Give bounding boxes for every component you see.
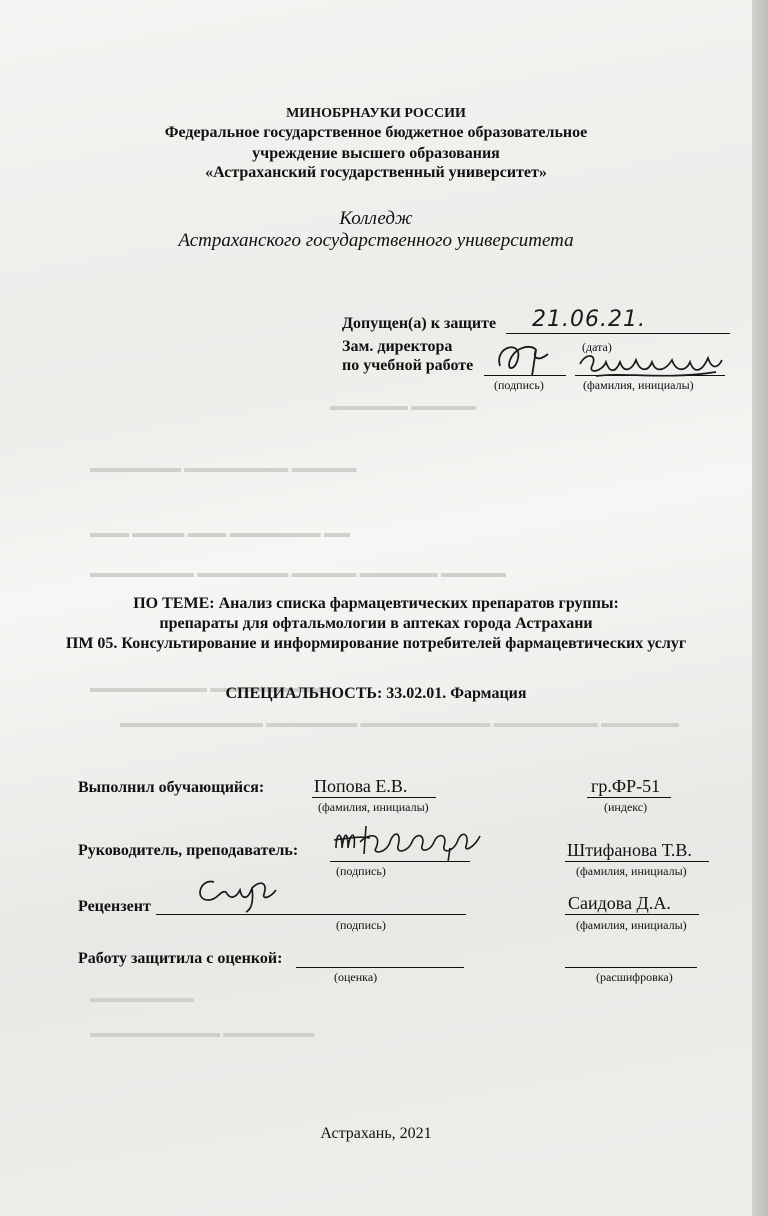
reviewer-signature — [190, 870, 280, 914]
deputy-signature — [492, 336, 562, 380]
deputy-label-2: по учебной работе — [342, 357, 474, 374]
student-name: Попова Е.В. — [314, 776, 408, 796]
deputy-label: Зам. директора — [342, 338, 453, 355]
college-affiliation: Астраханского государственного университета — [178, 230, 574, 251]
reviewer-name-caption: (фамилия, инициалы) — [576, 918, 687, 932]
date-caption: (дата) — [582, 340, 612, 354]
student-name-line — [312, 797, 436, 798]
supervisor-label: Руководитель, преподаватель: — [78, 842, 299, 859]
bleed-through-text: ▬▬▬▬▬▬▬▬ — [90, 990, 194, 1005]
bleed-through-text: ▬▬▬▬▬▬▬ ▬▬▬▬▬▬▬▬ ▬▬▬▬▬ — [90, 460, 357, 475]
reviewer-name-line — [565, 914, 699, 915]
bleed-through-text: ▬▬▬▬▬▬▬▬▬▬ ▬▬▬▬▬▬▬ — [90, 1025, 315, 1040]
student-group: гр.ФР-51 — [591, 776, 661, 796]
reviewer-label: Рецензент — [78, 898, 151, 915]
supervisor-name: Штифанова Т.В. — [567, 840, 692, 860]
supervisor-name-line — [565, 861, 709, 862]
specialty: СПЕЦИАЛЬНОСТЬ: 33.02.01. Фармация — [225, 685, 527, 702]
student-label: Выполнил обучающийся: — [78, 779, 265, 796]
bleed-through-text: ▬▬▬▬▬▬▬▬▬ ▬▬▬▬▬▬▬▬▬ — [90, 680, 328, 695]
supervisor-signature-line — [330, 861, 470, 862]
university-name: «Астраханский государственный университет» — [205, 164, 547, 181]
admitted-date: 21.06.21. — [532, 307, 646, 332]
admitted-label: Допущен(а) к защите — [342, 315, 497, 332]
bleed-through-text: ▬▬▬▬▬▬▬▬▬▬▬ ▬▬▬▬▬▬▬ ▬▬▬▬▬▬▬▬▬▬ ▬▬▬▬▬▬▬▬ ▬▬▬▬▬▬ — [120, 715, 679, 730]
student-group-caption: (индекс) — [604, 800, 648, 814]
reviewer-name: Саидова Д.А. — [568, 893, 671, 913]
defense-label: Работу защитила с оценкой: — [78, 950, 283, 967]
ministry-title: МИНОБРНАУКИ РОССИИ — [286, 106, 466, 121]
student-group-line — [587, 797, 671, 798]
student-name-caption: (фамилия, инициалы) — [318, 800, 429, 814]
bleed-through-text: ▬▬▬ ▬▬▬▬ ▬▬▬ ▬▬▬▬▬▬▬ ▬▬ — [90, 525, 350, 540]
topic-line-2: препараты для офтальмологии в аптеках города Астрахани — [159, 615, 593, 632]
bleed-through-text: ▬▬▬▬▬▬ ▬▬▬▬▬ — [330, 398, 477, 413]
reviewer-signature-caption: (подпись) — [336, 918, 386, 932]
bleed-through-text: ▬▬▬▬▬▬▬▬ ▬▬▬▬▬▬▬ ▬▬▬▬▬ ▬▬▬▬▬▬ ▬▬▬▬▬ — [90, 565, 506, 580]
institution-line-1: Федеральное государственное бюджетное образовательное — [164, 124, 588, 141]
page-edge-shadow — [752, 0, 768, 1216]
supervisor-signature-caption: (подпись) — [336, 864, 386, 878]
supervisor-name-caption: (фамилия, инициалы) — [576, 864, 687, 878]
topic-line-3: ПМ 05. Консультирование и информирование потребителей фармацевтических услуг — [65, 635, 687, 652]
institution-line-2: учреждение высшего образования — [252, 145, 500, 162]
defense-grade-line — [296, 967, 464, 968]
deputy-name-caption: (фамилия, инициалы) — [583, 378, 694, 392]
deputy-name-handwritten — [576, 346, 726, 386]
defense-grade-caption: (оценка) — [334, 970, 378, 984]
place-year: Астрахань, 2021 — [320, 1125, 432, 1142]
college-name: Колледж — [339, 208, 413, 229]
reviewer-signature-line — [156, 914, 466, 915]
admitted-date-line — [506, 333, 730, 334]
defense-decode-caption: (расшифровка) — [596, 970, 673, 984]
topic-line-1: ПО ТЕМЕ: Анализ списка фармацевтических препаратов группы: — [133, 595, 619, 612]
defense-decode-line — [565, 967, 697, 968]
deputy-signature-caption: (подпись) — [494, 378, 544, 392]
